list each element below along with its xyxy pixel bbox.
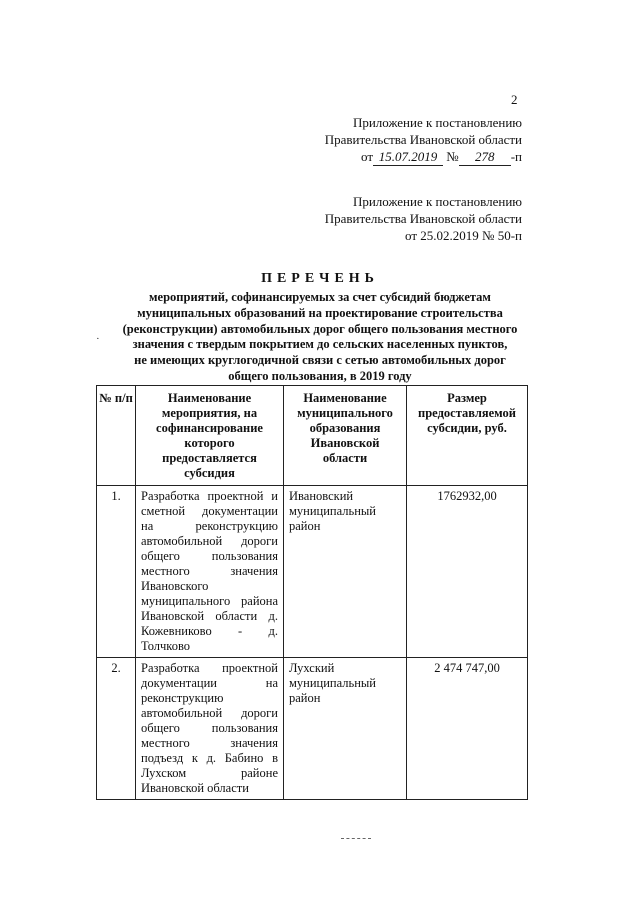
subtitle-line: общего пользования, в 2019 году — [228, 368, 412, 383]
scan-artifact-dot: · — [96, 333, 100, 345]
handwritten-date: 15.07.2019 — [373, 148, 443, 166]
subtitle-line: муниципальных образований на проектирование строительства — [137, 305, 503, 320]
row-event: Разработка проектной и сметной документации на реконструкцию автомобильной дороги общего пользования местного значения Ивановского муниципального района Ивановской области д. Кожевниково - д. Толчково — [136, 486, 284, 658]
appendix-original-line3: от 25.02.2019 № 50-п — [405, 228, 522, 243]
table-header-row — [97, 386, 528, 486]
title-subtitle — [100, 290, 540, 385]
appendix-current-header — [300, 114, 522, 166]
date-prefix: от — [361, 149, 374, 164]
header-event: Наименование мероприятия, на софинансирование которого предоставляется субсидия — [136, 386, 284, 486]
handwritten-number: 278 — [459, 148, 511, 166]
header-number: № п/п — [97, 386, 136, 486]
number-suffix: -п — [510, 149, 522, 164]
appendix-current-date-line — [300, 148, 522, 166]
page-number: 2 — [511, 92, 518, 107]
header-amount: Размер предоставляемой субсидии, руб. — [407, 386, 528, 486]
bottom-divider-mark — [341, 838, 371, 839]
row-amount: 1762932,00 — [407, 486, 528, 658]
appendix-original-header — [300, 193, 522, 244]
appendix-original-line2: Правительства Ивановской области — [324, 211, 522, 226]
row-event: Разработка проектной документации на реконструкцию автомобильной дороги общего пользования местного значения подъезд к д. Бабино в Лухском районе Ивановской области — [136, 658, 284, 800]
subtitle-line: (реконструкции) автомобильных дорог общего пользования местного — [122, 321, 518, 336]
number-sign: № — [446, 149, 459, 164]
row-number: 2. — [97, 658, 136, 800]
row-amount: 2 474 747,00 — [407, 658, 528, 800]
table-row — [97, 658, 528, 800]
appendix-original-line1: Приложение к постановлению — [352, 194, 522, 209]
title-word: ПЕРЕЧЕНЬ — [261, 271, 379, 286]
row-number: 1. — [97, 486, 136, 658]
row-municipality: Ивановский муниципальный район — [284, 486, 407, 658]
subtitle-line: не имеющих круглогодичной связи с сетью автомобильных дорог — [134, 353, 506, 368]
row-municipality: Лухский муниципальный район — [284, 658, 407, 800]
header-municipality: Наименование муниципального образования Ивановской области — [284, 386, 407, 486]
table-row — [97, 486, 528, 658]
measures-table — [96, 385, 528, 800]
appendix-current-line1: Приложение к постановлению — [352, 115, 522, 130]
document-title — [100, 271, 540, 385]
subtitle-line: мероприятий, софинансируемых за счет субсидий бюджетам — [149, 290, 491, 304]
appendix-current-line2: Правительства Ивановской области — [324, 132, 522, 147]
subtitle-line: значения с твердым покрытием до сельских населенных пунктов, — [132, 337, 508, 352]
